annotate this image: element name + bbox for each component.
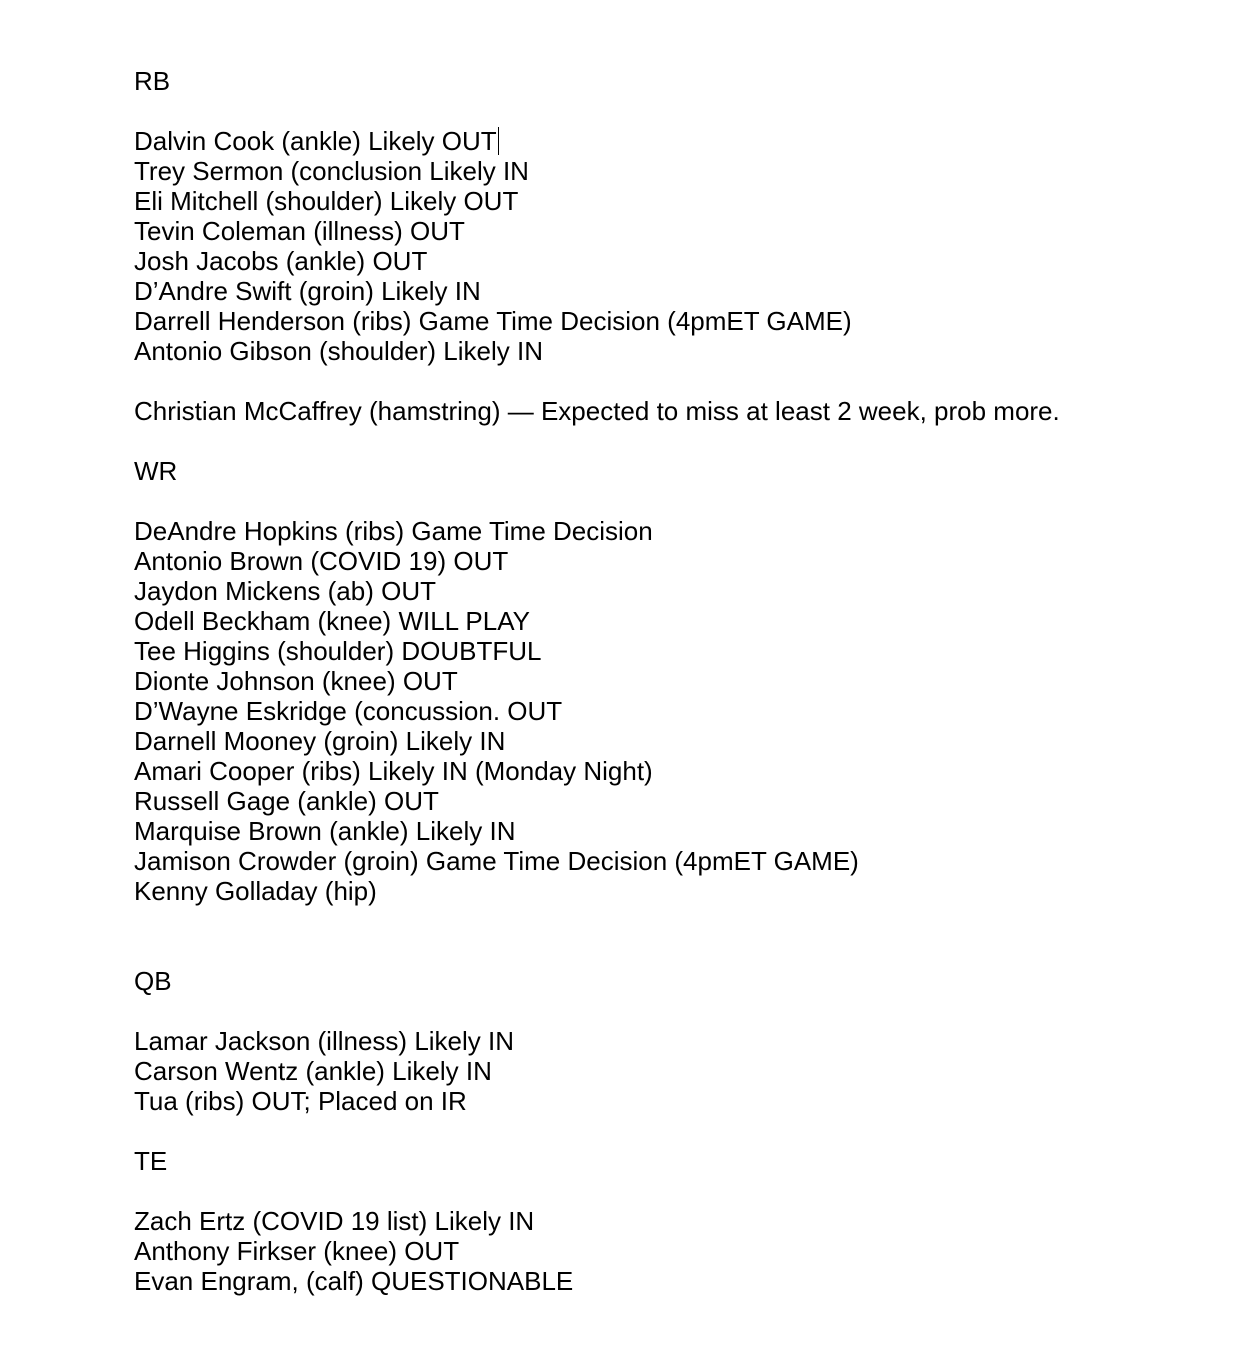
blank-line	[134, 936, 1234, 966]
blank-line	[134, 366, 1234, 396]
blank-line	[134, 906, 1234, 936]
injury-line: Dionte Johnson (knee) OUT	[134, 666, 458, 696]
blank-line	[134, 426, 1234, 456]
section-heading-te: TE	[134, 1146, 168, 1176]
text-cursor	[498, 127, 499, 155]
injury-line: Tevin Coleman (illness) OUT	[134, 216, 465, 246]
injury-line: Russell Gage (ankle) OUT	[134, 786, 439, 816]
injury-line: Carson Wentz (ankle) Likely IN	[134, 1056, 492, 1086]
injury-line: Antonio Brown (COVID 19) OUT	[134, 546, 509, 576]
section-heading-rb: RB	[134, 66, 171, 96]
injury-line: Trey Sermon (conclusion Likely IN	[134, 156, 529, 186]
injury-line: Darrell Henderson (ribs) Game Time Decision (4pmET GAME)	[134, 306, 852, 336]
injury-line: D’Andre Swift (groin) Likely IN	[134, 276, 481, 306]
injury-line: Jaydon Mickens (ab) OUT	[134, 576, 436, 606]
injury-line: Josh Jacobs (ankle) OUT	[134, 246, 428, 276]
blank-line	[134, 486, 1234, 516]
injury-line: Darnell Mooney (groin) Likely IN	[134, 726, 506, 756]
injury-line: Jamison Crowder (groin) Game Time Decision (4pmET GAME)	[134, 846, 859, 876]
blank-line	[134, 1176, 1234, 1206]
injury-line: Odell Beckham (knee) WILL PLAY	[134, 606, 530, 636]
injury-line	[134, 126, 1234, 156]
injury-line: Lamar Jackson (illness) Likely IN	[134, 1026, 515, 1056]
section-heading-wr: WR	[134, 456, 178, 486]
injury-line: Marquise Brown (ankle) Likely IN	[134, 816, 516, 846]
injury-line: Evan Engram, (calf) QUESTIONABLE	[134, 1266, 574, 1296]
injury-line: Anthony Firkser (knee) OUT	[134, 1236, 460, 1266]
injury-line: Kenny Golladay (hip)	[134, 876, 377, 906]
injury-line: Eli Mitchell (shoulder) Likely OUT	[134, 186, 519, 216]
injury-note: Christian McCaffrey (hamstring) — Expected to miss at least 2 week, prob more.	[134, 396, 1060, 426]
section-heading-qb: QB	[134, 966, 172, 996]
injury-line: Tee Higgins (shoulder) DOUBTFUL	[134, 636, 542, 666]
injury-line: Antonio Gibson (shoulder) Likely IN	[134, 336, 543, 366]
injury-line: Amari Cooper (ribs) Likely IN (Monday Night)	[134, 756, 653, 786]
injury-line: D’Wayne Eskridge (concussion. OUT	[134, 696, 563, 726]
blank-line	[134, 96, 1234, 126]
document-body[interactable]	[134, 66, 1234, 1296]
injury-line: DeAndre Hopkins (ribs) Game Time Decision	[134, 516, 653, 546]
blank-line	[134, 1116, 1234, 1146]
blank-line	[134, 996, 1234, 1026]
injury-line-text: Dalvin Cook (ankle) Likely OUT	[134, 126, 497, 156]
injury-line: Tua (ribs) OUT; Placed on IR	[134, 1086, 467, 1116]
injury-line: Zach Ertz (COVID 19 list) Likely IN	[134, 1206, 535, 1236]
